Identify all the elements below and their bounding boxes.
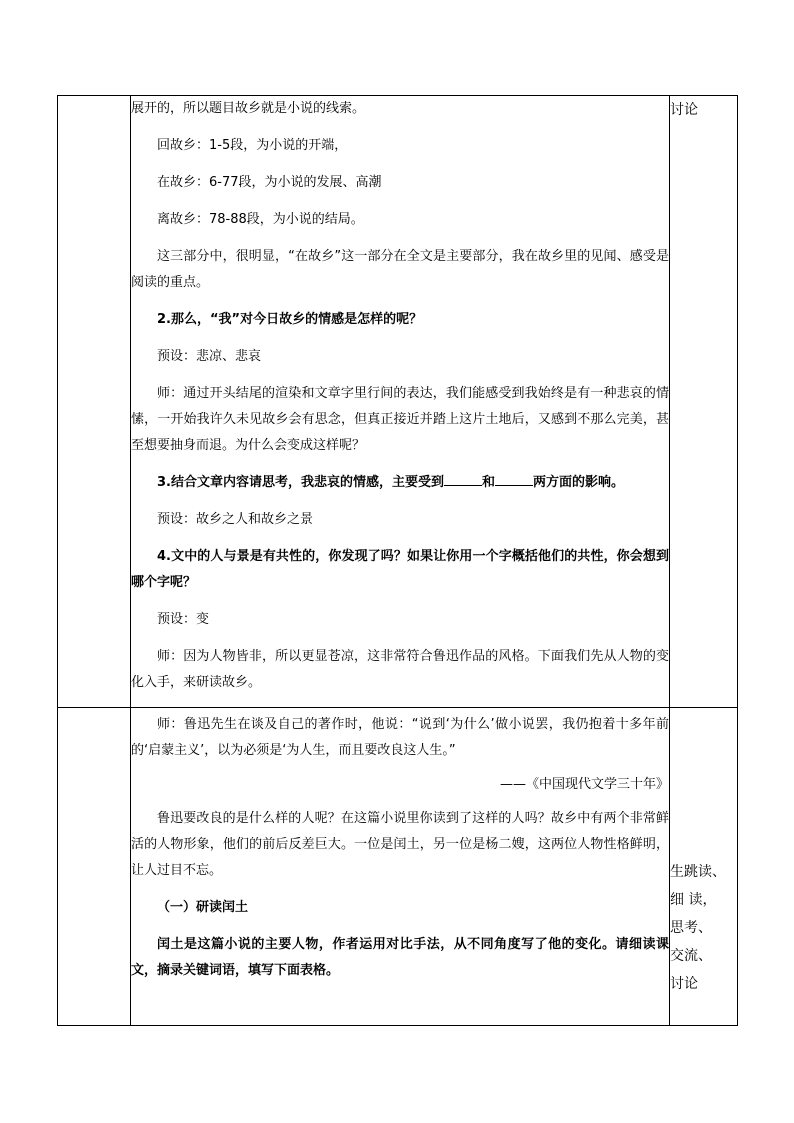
- paragraph: 回故乡：1-5段，为小说的开端，: [157, 138, 348, 153]
- question-3: [131, 470, 669, 496]
- activity-line: 细 读，: [670, 892, 717, 908]
- activity-line: 交流、: [670, 948, 712, 964]
- question-3-part-a: 3.结合文章内容请思考，我悲哀的情感，主要受到: [157, 475, 444, 490]
- answer-4: 预设：变: [157, 612, 210, 627]
- activity-line: 讨论: [670, 976, 698, 992]
- question-3-part-c: 两方面的影响。: [533, 475, 625, 490]
- paragraph: 在故乡：6-77段，为小说的发展、高潮: [157, 175, 382, 190]
- teaching-step-cell: [58, 708, 131, 1026]
- section-heading: （一）研读闰土: [157, 900, 249, 915]
- activity-line: 生跳读、: [670, 864, 726, 880]
- paragraph: 离故乡：78-88段，为小说的结局。: [157, 212, 364, 227]
- paragraph: 这三部分中，很明显，“在故乡”这一部分在全文是主要部分，我在故乡里的见闻、感受是阅读的重点。: [131, 249, 669, 290]
- teacher-remark: 师：通过开头结尾的渲染和文章字里行间的表达，我们能感受到我始终是有一种悲哀的情愫，一开始我许久未见故乡会有思念，但真正接近并踏上这片土地后，又感到不那么完美，甚至想要抽身而退。为什么会变成这样呢？: [131, 386, 669, 453]
- teaching-content-cell: [131, 96, 670, 708]
- question-4: 4.文中的人与景是有共性的，你发现了吗？如果让你用一个字概括他们的共性，你会想到哪个字呢？: [131, 549, 669, 590]
- teacher-remark: 师：因为人物皆非，所以更显苍凉，这非常符合鲁迅作品的风格。下面我们先从人物的变化入手，来研读故乡。: [131, 649, 669, 690]
- answer-3: 预设：故乡之人和故乡之景: [157, 512, 314, 527]
- table-row: [58, 708, 738, 1026]
- teaching-step-cell: [58, 96, 131, 708]
- task-instruction: 闰土是这篇小说的主要人物，作者运用对比手法，从不同角度写了他的变化。请细读课文，摘录关键词语，填写下面表格。: [131, 937, 669, 978]
- fill-blank: [495, 472, 533, 486]
- lesson-plan-table: [57, 95, 738, 1026]
- activity-cell: [670, 708, 738, 1026]
- table-row: [58, 96, 738, 708]
- question-3-part-b: 和: [481, 475, 495, 490]
- fill-blank: [444, 472, 482, 486]
- answer-2: 预设：悲凉、悲哀: [157, 349, 262, 364]
- activity-line: 思考、: [670, 920, 712, 936]
- activity-cell: [670, 96, 738, 708]
- paragraph: 展开的，所以题目故乡就是小说的线索。: [131, 101, 366, 116]
- paragraph: 鲁迅要改良的是什么样的人呢？在这篇小说里你读到了这样的人吗？故乡中有两个非常鲜活的人物形象，他们的前后反差巨大。一位是闰土，另一位是杨二嫂，这两位人物性格鲜明，让人过目不忘。: [131, 811, 669, 878]
- activity-label: 讨论: [670, 102, 698, 118]
- question-2: 2.那么，“我”对今日故乡的情感是怎样的呢？: [157, 312, 423, 327]
- quote-source: ——《中国现代文学三十年》: [499, 777, 669, 792]
- teaching-content-cell: [131, 708, 670, 1026]
- teacher-quote: 师：鲁迅先生在谈及自己的著作时，他说：“说到‘为什么’做小说罢，我仍抱着十多年前的‘启蒙主义’，以为必须是‘为人生，而且要改良这人生。”: [131, 717, 669, 758]
